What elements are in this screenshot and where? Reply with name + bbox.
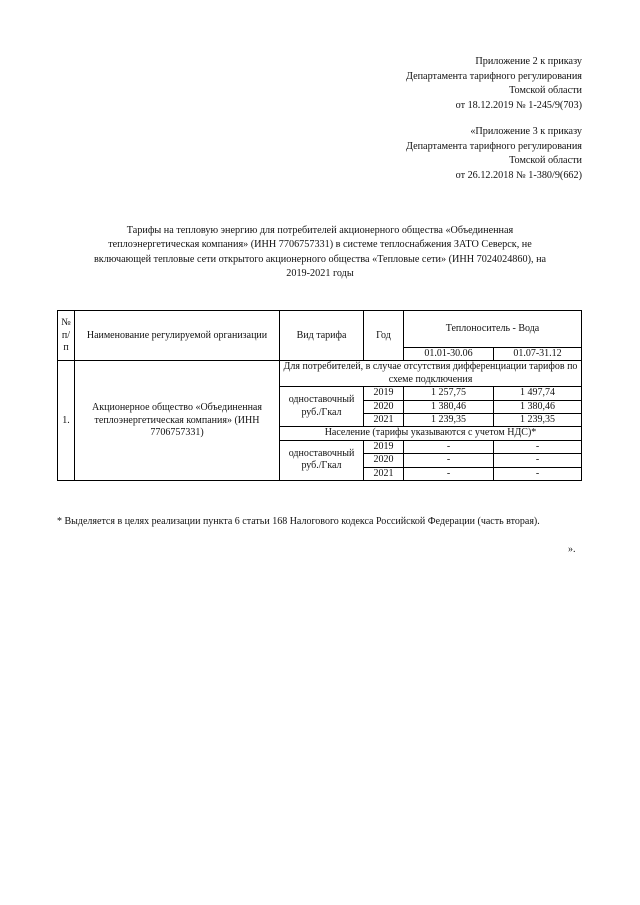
- appendix-line: от 18.12.2019 № 1-245/9(703): [455, 99, 582, 111]
- year-cell: 2021: [364, 467, 404, 480]
- value-cell: -: [404, 454, 494, 467]
- closing-quote: ».: [568, 544, 576, 555]
- appendix-line: Департамента тарифного регулирования: [406, 70, 582, 82]
- value-cell: -: [404, 467, 494, 480]
- value-cell: 1 239,35: [404, 414, 494, 427]
- document-title: [78, 224, 562, 282]
- header-tariff-type: Вид тарифа: [280, 311, 364, 361]
- appendix-line: Приложение 2 к приказу: [475, 56, 582, 67]
- table-header-row: [58, 311, 582, 348]
- appendix-line: «Приложение 3 к приказу: [470, 126, 582, 137]
- section-title-consumers: Для потребителей, в случае отсутствия дифференциации тарифов по схеме подключения: [280, 361, 582, 387]
- header-heat-carrier: Теплоноситель - Вода: [404, 311, 582, 348]
- appendix-header-current: [406, 55, 582, 113]
- section-title-population: Население (тарифы указываются с учетом НДС)*: [280, 427, 582, 440]
- header-period-2: 01.07-31.12: [494, 348, 582, 361]
- year-cell: 2020: [364, 400, 404, 413]
- appendix-line: Томской области: [509, 85, 582, 97]
- year-cell: 2020: [364, 454, 404, 467]
- appendix-line: от 26.12.2018 № 1-380/9(662): [455, 169, 582, 181]
- header-period-1: 01.01-30.06: [404, 348, 494, 361]
- tariff-type-cell: одноставочный руб./Гкал: [280, 440, 364, 480]
- value-cell: -: [494, 467, 582, 480]
- tariff-type-cell: одноставочный руб./Гкал: [280, 387, 364, 427]
- value-cell: 1 239,35: [494, 414, 582, 427]
- value-cell: 1 257,75: [404, 387, 494, 400]
- title-line: включающей тепловые сети открытого акционерного общества «Тепловые сети» (ИНН 7024024860), на: [93, 253, 547, 265]
- year-cell: 2019: [364, 440, 404, 453]
- section-title-row: [58, 361, 582, 387]
- value-cell: -: [494, 454, 582, 467]
- organization-name: Акционерное общество «Объединенная теплоэнергетическая компания» (ИНН 7706757331): [75, 361, 280, 481]
- value-cell: -: [494, 440, 582, 453]
- year-cell: 2021: [364, 414, 404, 427]
- appendix-line: Департамента тарифного регулирования: [406, 140, 582, 152]
- header-number: № п/п: [58, 311, 75, 361]
- year-cell: 2019: [364, 387, 404, 400]
- value-cell: 1 497,74: [494, 387, 582, 400]
- header-year: Год: [364, 311, 404, 361]
- value-cell: -: [404, 440, 494, 453]
- value-cell: 1 380,46: [494, 400, 582, 413]
- title-line: 2019-2021 годы: [286, 268, 354, 280]
- title-line: Тарифы на тепловую энергию для потребителей акционерного общества «Объединенная: [126, 225, 514, 236]
- appendix-header-previous: [406, 125, 582, 183]
- row-number: 1.: [58, 361, 75, 481]
- footnote: * Выделяется в целях реализации пункта 6 статьи 168 Налогового кодекса Российской Федерации (часть вторая).: [57, 516, 540, 527]
- value-cell: 1 380,46: [404, 400, 494, 413]
- appendix-line: Томской области: [509, 155, 582, 167]
- header-organization: Наименование регулируемой организации: [75, 311, 280, 361]
- title-line: теплоэнергетическая компания» (ИНН 7706757331) в системе теплоснабжения ЗАТО Северск, не: [108, 239, 532, 251]
- tariff-table: [57, 310, 582, 481]
